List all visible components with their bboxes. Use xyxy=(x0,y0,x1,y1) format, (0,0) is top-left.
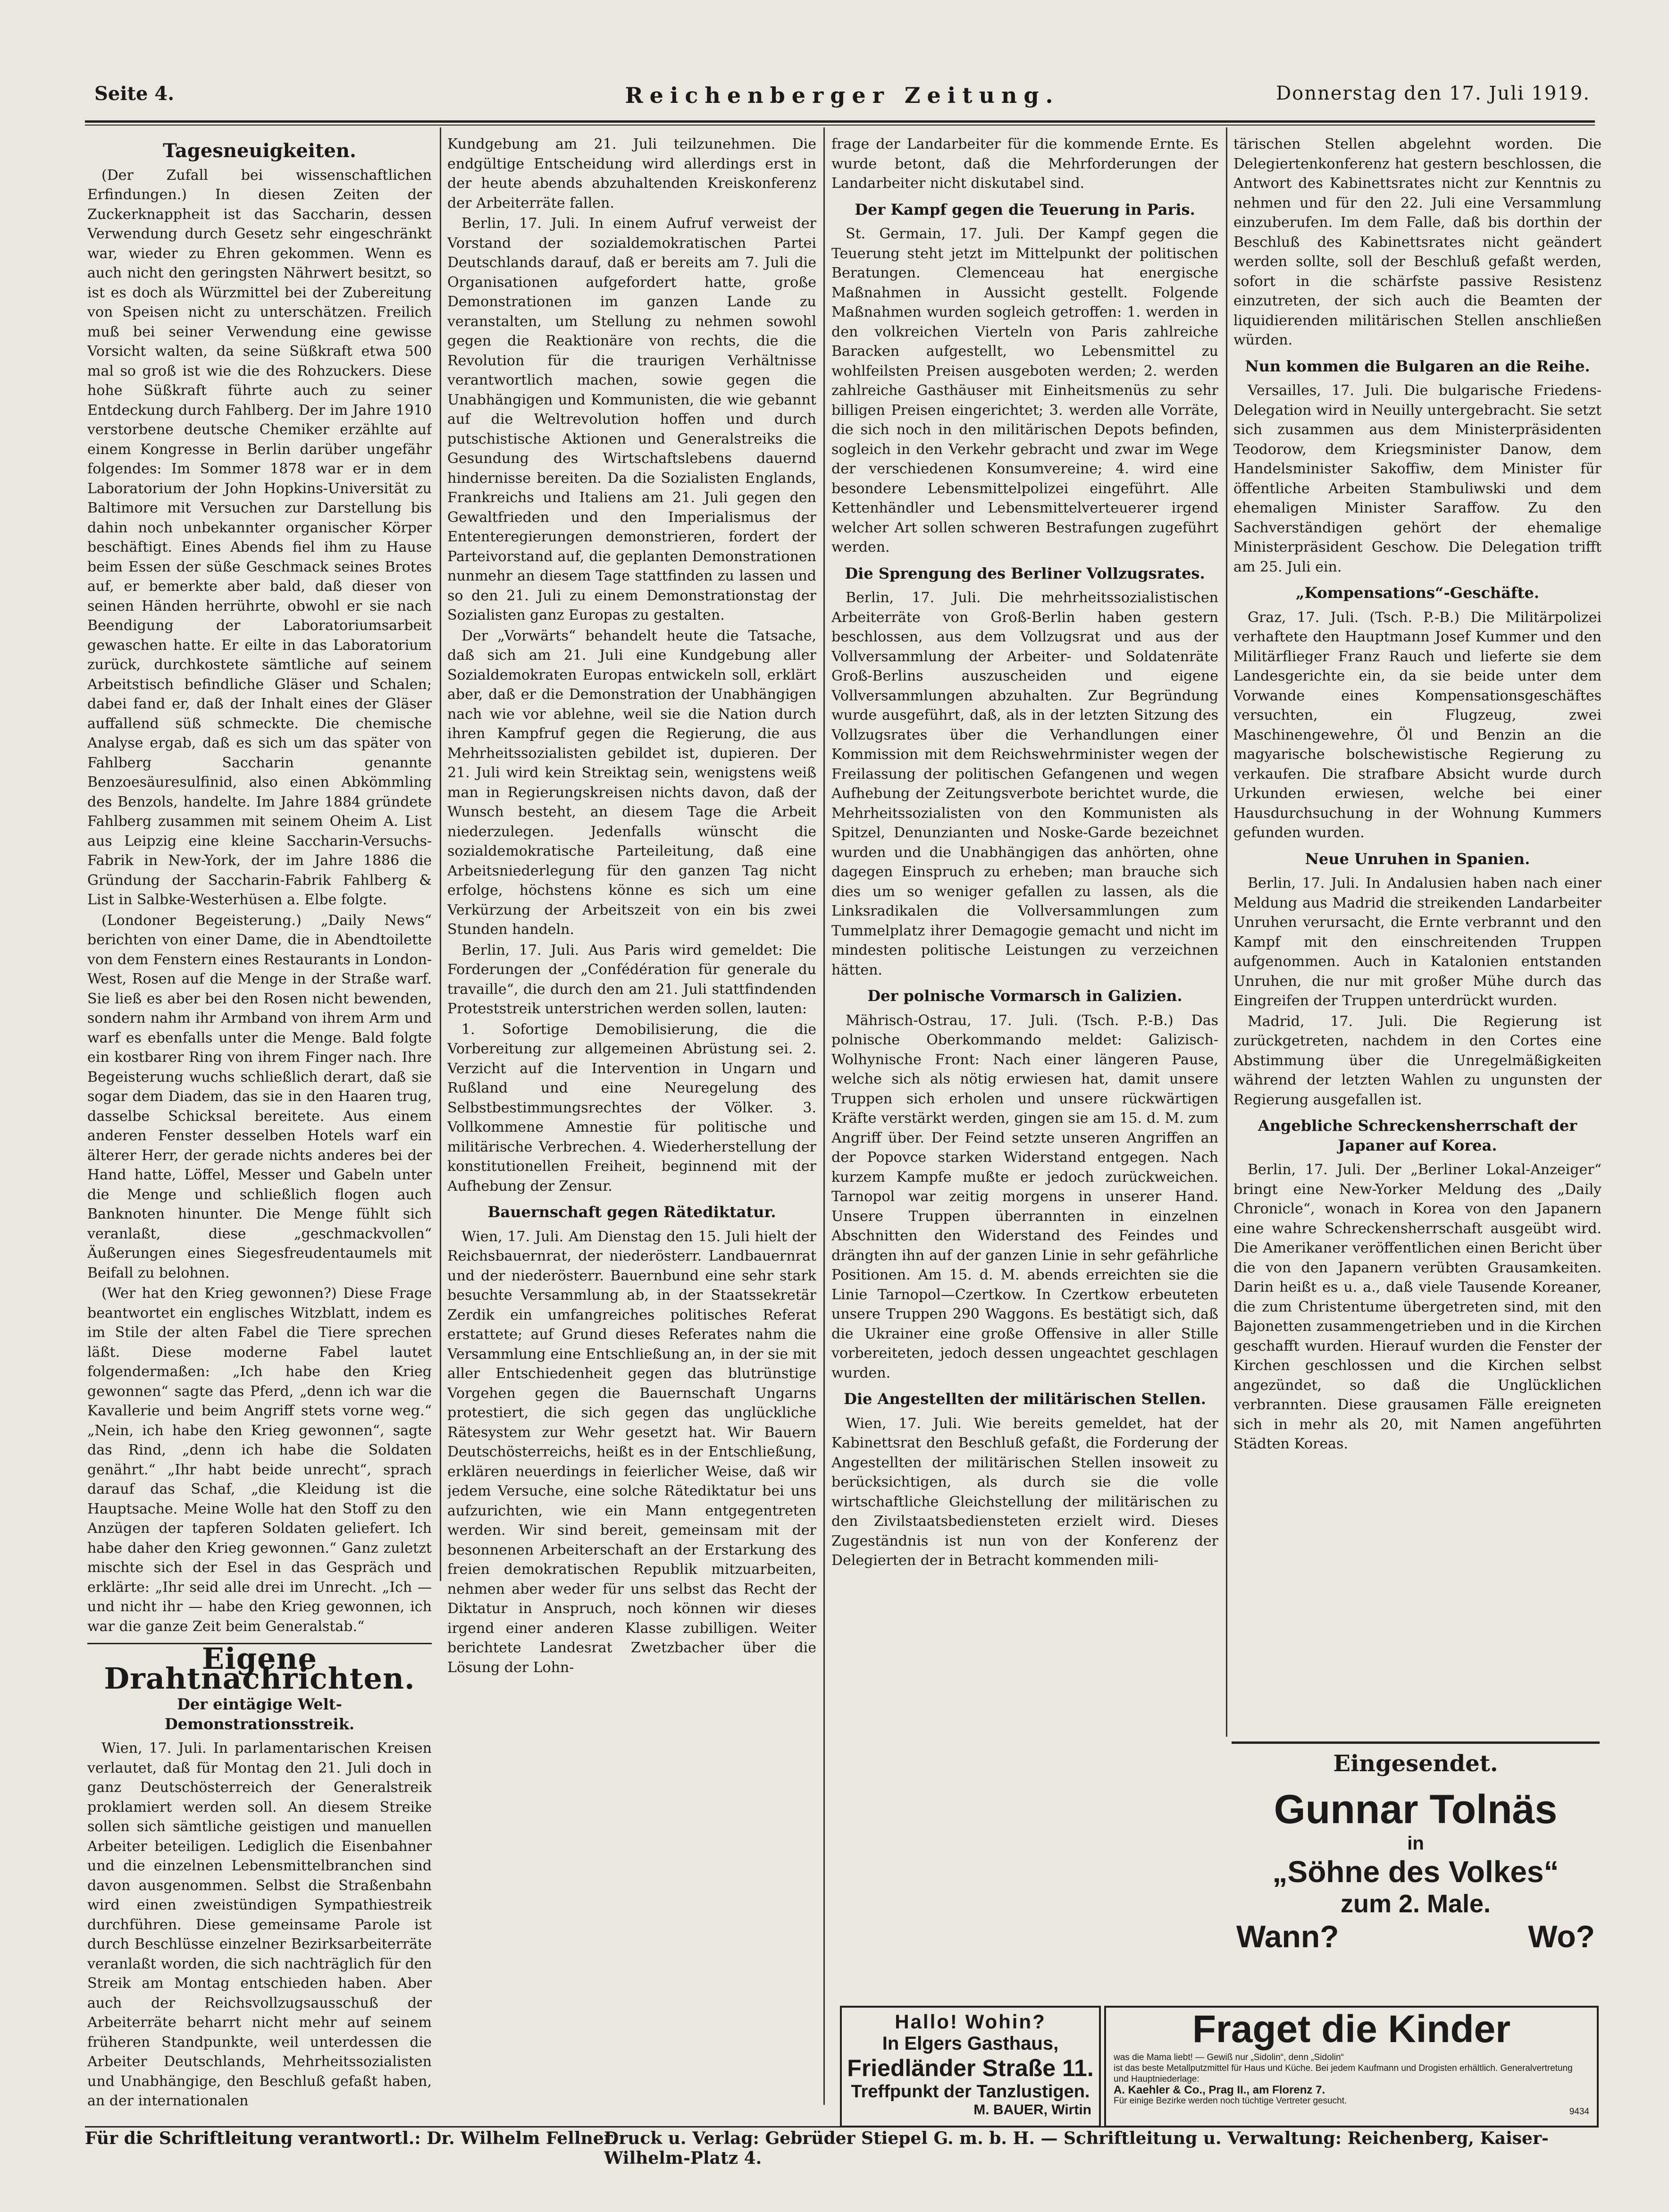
ad-elgers xyxy=(840,2006,1101,2128)
article-continuation: Kundgebung am 21. Juli teilzunehmen. Die endgültige Entscheidung wird allerdings erst in der heute abends abzuhaltenden Kreiskonferenz der Arbeiterräte fallen. xyxy=(447,136,816,211)
ad-line: Hallo! Wohin? xyxy=(895,2010,1046,2033)
masthead: Reichenberger Zeitung. xyxy=(625,83,1060,108)
article-heading: Die Sprengung des Berliner Vollzugsrates. xyxy=(845,564,1205,582)
article-heading: Der Kampf gegen die Teuerung in Paris. xyxy=(855,200,1195,219)
article-paris-prices: St. Germain, 17. Juli. Der Kampf gegen die Teuerung steht jetzt im Mittelpunkt der politischen Beratungen. Clemenceau hat energische Maßnahmen in Aussicht gestellt. Folgende Maßnahmen wurden sogleich getroffen: 1. werden in den volkreichen Vierteln von Paris zahlreiche Baracken aufgestellt, wo Lebensmittel zu wohlfeilsten Preisen ausgeboten werden; 2. werden zahlreiche Gasthäuser mit Einheitsmenüs zu sehr billigen Preisen eingerichtet; 3. werden alle Vorräte, die sich noch in den militärischen Depots befinden, sogleich in den Verkehr gebracht und zwar im Wege der verschiedenen Konsumvereine; 4. wird eine besondere Lebensmittelpolizei eingeführt. Alle Kettenhändler und Lebensmittelverteuerer irgend welcher Art sollen schweren Bestrafungen zugeführt werden. xyxy=(831,226,1218,555)
article-continuation: tärischen Stellen abgelehnt worden. Die Delegiertenkonferenz hat gestern beschlossen, die Antwort des Kabinettsrates nicht zur Kenntnis zu nehmen und für den 22. Juli eine Versammlung einzuberufen. Im dem Falle, daß bis dorthin der Beschluß des Kabinettsrates nicht geändert werden sollte, soll der Beschluß gefaßt werden, sofort in die schärfste passive Resistenz einzutreten, der sich auch die Beamten der liquidierenden militärischen Stellen anschließen würden. xyxy=(1233,136,1602,348)
ad-title: Fraget die Kinder xyxy=(1192,2008,1511,2051)
ad-label: Eingesendet. xyxy=(1333,1750,1498,1777)
footer-publisher: Druck u. Verlag: Gebrüder Stiepel G. m. b. H. — Schriftleitung u. Verwaltung: Reichenberg, Kaiser-Wilhelm-Platz 4. xyxy=(604,2128,1549,2168)
article-heading: Der polnische Vormarsch in Galizien. xyxy=(867,987,1183,1005)
header-rule-thin xyxy=(85,125,1595,126)
article-heading: Der eintägige Welt-Demonstrationsstreik. xyxy=(164,1695,354,1733)
section-heading-wire: Eigene Drahtnachrichten. xyxy=(104,1641,415,1696)
article-bulgarians: Versailles, 17. Juli. Die bulgarische Friedens-Delegation wird in Neuilly untergebracht. Sie setzt sich zusammen aus dem Ministerpräsidenten Teodorow, dem Kriegsminister Danow, dem Handelsminister Sakoffiw, dem Minister für öffentliche Arbeiten Stambuliwski und dem ehemaligen Minister Saraffow. Zu den Sachverständigen gehört der ehemalige Ministerpräsident Geschow. Die Delegation trifft am 25. Juli ein. xyxy=(1233,382,1602,575)
article-continuation: frage der Landarbeiter für die kommende Ernte. Es wurde betont, daß die Mehrforderungen der Landarbeiter nicht diskutabel sind. xyxy=(831,136,1218,192)
article-korea: Berlin, 17. Juli. Der „Berliner Lokal-Anzeiger“ bringt eine New-Yorker Meldung des „Daily Chronicle“, wonach in Korea von den Japanern eine wahre Schreckensherrschaft ausgeübt wird. Die Amerikaner veröffentlichen einen Bericht über die von den Japanern verübten Grausamkeiten. Darin heißt es u. a., daß viele Tausende Koreaner, die zum Christentume übergetreten sind, mit den Bajonetten zusammengetrieben und in die Kirchen geschafft wurden. Hierauf wurden die Fenster der Kirchen geschlossen und die Kirchen selbst angezündet, so daß die Unglücklichen verbrannten. Diese grausamen Fälle ereigneten sich in mehr als 20, mit Namen angeführten Städten Koreas. xyxy=(1233,1161,1602,1452)
column-2 xyxy=(447,135,816,2117)
article-berlin-council: Berlin, 17. Juli. Die mehrheitssozialistischen Arbeiterräte von Groß-Berlin haben gestern beschlossen, aus dem Vollzugsrat und aus der Vollversammlung der Arbeiter- und Soldatenräte Groß-Berlins auszuscheiden und eigene Vollversammlungen abzuhalten. Zur Begründung wurde ausgeführt, daß, als in der letzten Sitzung des Vollzugsrates über die Verhandlungen einer Kommission mit dem Reichswehrminister wegen der Freilassung der politischen Gefangenen und wegen Aufhebung der Zeitungsverbote berichtet wurde, die Mehrheitssozialisten von den Kommunisten als Spitzel, Denunzianten und Noske-Garde bezeichnet wurden und die Unabhängigen das anhörten, ohne dagegen Einspruch zu erheben; man brauche sich dies um so weniger gefallen zu lassen, als die Linksradikalen die Vollversammlungen zum Tummelplatz ihrer Demagogie gemacht und nicht im mindesten politische Leistungen zu verzeichnen hätten. xyxy=(831,589,1218,978)
article-saccharin: (Der Zufall bei wissenschaftlichen Erfindungen.) In diesen Zeiten der Zuckerknappheit ist das Saccharin, dessen Verwendung durch Gesetz sehr eingeschränkt war, wieder zu Ehren gekommen. Wenn es auch nicht den geringsten Nährwert besitzt, so ist es doch als Würzmittel bei der Zubereitung von Speisen nicht zu unterschätzen. Freilich muß bei seiner Verwendung eine gewisse Vorsicht walten, da seine Süßkraft etwa 500 mal so groß ist wie die des Rohzuckers. Diese hohe Süßkraft führte auch zu seiner Entdeckung durch Fahlberg. Der im Jahre 1910 verstorbene deutsche Chemiker erzählte auf einem Kongresse in Berlin darüber ungefähr folgendes: Im Sommer 1878 war er in dem Laboratorium der John Hopkins-Universität zu Baltimore mit Versuchen zur Darstellung bis dahin noch unbekannter organischer Körper beschäftigt. Eines Abends fiel ihm zu Hause beim Essen der süße Geschmack seines Brotes auf, er bemerkte aber bald, daß dieser von seinen Händen herrührte, obwohl er sie nach Beendigung der Laboratoriumsarbeit gewaschen hatte. Er eilte in das Laboratorium zurück, durchkostete sämtliche auf seinem Arbeitstisch befindliche Gläser und Schalen; dabei fand er, daß der Inhalt eines der Gläser auffallend süß schmeckte. Die chemische Analyse ergab, daß es sich um das später von Fahlberg Saccharin genannte Benzoesäuresulfinid, also einen Abkömmling des Benzols, handelte. Im Jahre 1884 gründete Fahlberg zusammen mit seinem Oheim A. List aus Leipzig eine kleine Saccharin-Versuchs-Fabrik in New-York, der im Jahre 1886 die Gründung der Saccharin-Fabrik Fahlberg & List in Salbke-Westerhüsen a. Elbe folgte. xyxy=(87,167,432,908)
ad-line: M. BAUER, Wirtin xyxy=(973,2102,1091,2118)
article-spd-appeal: Berlin, 17. Juli. In einem Aufruf verweist der Vorstand der sozialdemokratischen Partei Deutschlands darauf, daß er bereits am 7. Juli die Organisationen aufgefordert hatte, große Demonstrationen im ganzen Lande zu veranstalten, um Stellung zu nehmen sowohl gegen die Reaktionäre von rechts, die die Revolution für die traurigen Verhältnisse verantwortlich machen, sowie gegen die Unabhängigen und Kommunisten, die wie gebannt auf die Weltrevolution hoffen und durch putschistische Aktionen und Generalstreiks die Gesundung des Wirtschaftslebens dauernd hindernisse bereiten. Da die Sozialisten Englands, Frankreichs und Italiens am 21. Juli gegen den Gewaltfrieden und den Imperialismus der Ententeregierungen demonstrieren, fordert der Parteivorstand auf, die geplanten Demonstrationen nunmehr an diesem Tage stattfinden zu lassen und so den 21. Juli zu einem Demonstrationstag der Sozialisten ganz Europas zu gestalten. xyxy=(447,215,816,623)
column-divider xyxy=(823,127,825,2105)
article-heading: „Kompensations“-Geschäfte. xyxy=(1296,584,1539,602)
ad-line: In Elgers Gasthaus, xyxy=(882,2033,1059,2054)
article-spain: Berlin, 17. Juli. In Andalusien haben nach einer Meldung aus Madrid die streikenden Landarbeiter Unruhen verursacht, die Ernte verbrannt und den Kampf mit den einschreitenden Truppen aufgenommen. Auch in Katalonien entstanden Unruhen, die nur mit großer Mühe durch das Eingreifen der Truppen unterdrückt wurden. xyxy=(1233,875,1602,1009)
page-number: Seite 4. xyxy=(94,83,175,105)
column-divider xyxy=(1226,127,1227,1737)
ad-in: in xyxy=(1407,1833,1424,1854)
ad-line: Treffpunkt der Tanzlustigen. xyxy=(851,2082,1090,2102)
ad-tolnaes xyxy=(1232,1741,1600,2006)
article-paris-demands: Berlin, 17. Juli. Aus Paris wird gemeldet: Die Forderungen der „Confédération für generale du travaille“, die durch den am 21. Juli stattfindenden Proteststreik unterstrichen werden sollen, lauten: xyxy=(447,942,816,1017)
issue-date: Donnerstag den 17. Juli 1919. xyxy=(1276,83,1590,104)
ad-line: 9434 xyxy=(1569,2107,1589,2117)
article-heading: Die Angestellten der militärischen Stellen. xyxy=(844,1390,1206,1408)
ad-times: zum 2. Male. xyxy=(1340,1890,1491,1918)
ad-film-title: „Söhne des Volkes“ xyxy=(1272,1855,1559,1889)
ad-sidolin xyxy=(1104,2006,1599,2128)
ad-line: Für einige Bezirke werden noch tüchtige Vertreter gesucht. xyxy=(1114,2096,1347,2106)
header-rule xyxy=(85,120,1595,123)
footer-editor: Für die Schriftleitung verantwortl.: Dr. Wilhelm Fellner. xyxy=(85,2128,617,2148)
ad-line: was die Mama liebt! — Gewiß nur „Sidolin“, denn „Sidolin“ xyxy=(1114,2052,1344,2062)
section-heading: Tagesneuigkeiten. xyxy=(163,140,356,162)
article-galicia: Mährisch-Ostrau, 17. Juli. (Tsch. P.-B.) Das polnische Oberkommando meldet: Galizisch-Wolhynische Front: Nach einer längeren Pause, welche sich als nötig erwiesen hat, damit unsere Truppen sich erholen und unsere rückwärtigen Kräfte verstärkt werden, gingen sie am 15. d. M. zum Angriff über. Der Feind setzte unseren Angriffen an der Popovce starken Widerstand entgegen. Nach kurzem Kampfe mußte er jedoch zurückweichen. Tarnopol war zeitig morgens in unserer Hand. Unsere Truppen überrannten in einzelnen Abschnitten den Widerstand des Feindes und drängten ihn auf der ganzen Linie in sehr gefährliche Positionen. Am 15. d. M. abends erreichten sie die Linie Tarnopol—Czertkow. In Czertkow erbeuteten unsere Truppen 290 Waggons. Es bestätigt sich, daß die Ukrainer eine große Offensive in aller Stille vorbereiteten, jedoch dessen ungeachtet geschlagen wurden. xyxy=(831,1012,1218,1381)
article-heading: Nun kommen die Bulgaren an die Reihe. xyxy=(1245,357,1590,375)
article-demands-list: 1. Sofortige Demobilisierung, die die Vorbereitung zur allgemeinen Abrüstung sei. 2. Verzicht auf die Intervention in Ungarn und Rußland und eine Neuregelung des Selbstbestimmungsrechtes der Völker. 3. Vollkommene Amnestie für politische und militärische Verbrechen. 4. Wiederherstellung der konstitutionellen Freiheit, beginnend mit der Aufhebung der Zensur. xyxy=(447,1021,816,1194)
column-3 xyxy=(831,135,1218,1909)
article-general-strike: Wien, 17. Juli. In parlamentarischen Kreisen verlautet, daß für Montag den 21. Juli doch in ganz Deutschösterreich der Generalstreik proklamiert werden soll. An diesem Streike sollen sich sämtliche geistigen und manuellen Arbeiter beteiligen. Lediglich die Eisenbahner und die einzelnen Lebensmittelbranchen sind davon ausgenommen. Selbst die Straßenbahn wird einen zweistündigen Sympathiestreik durchführen. Diese gemeinsame Parole ist durch Beschlüsse einzelner Bezirksarbeiterräte veranlaßt worden, die sich nachträglich für den Streik am Montag entschieden haben. Aber auch der Reichsvollzugsausschuß der Arbeiterräte beharrt nicht mehr auf seinem früheren Standpunkte, weil unterdessen die Arbeiter Deutschlands, Mehrheitssozialisten und Unabhängige, den Beschluß gefaßt haben, an der internationalen xyxy=(87,1740,432,2109)
article-heading: Angebliche Schreckensherrschaft der Japaner auf Korea. xyxy=(1258,1117,1577,1154)
article-military-staff: Wien, 17. Juli. Wie bereits gemeldet, hat der Kabinettsrat den Beschluß gefaßt, die Forderung der Angestellten der militärischen Stellen insoweit zu berücksichtigen, als durch sie die volle wirtschaftliche Gleichstellung der militärischen zu den Zivilstaatsbediensteten erzielt wird. Dieses Zugeständnis ist nun von der Konferenz der Delegierten der in Betracht kommenden mili- xyxy=(831,1415,1218,1569)
article-peasants: Wien, 17. Juli. Am Dienstag den 15. Juli hielt der Reichsbauernrat, der niederösterr. Landbauernrat und der niederösterr. Bauernbund eine sehr stark besuchte Versammlung ab, in der Staatssekretär Zerdik ein umfangreiches politisches Referat erstattete; auf Grund dieses Referates nahm die Versammlung eine Entschließung an, in der sie mit aller Entschiedenheit gegen das blutrünstige Vorgehen gegen die Bauernschaft Ungarns protestiert, die sich gegen das unglückliche Rätesystem zur Wehr gesetzt hat. Wir Bauern Deutschösterreichs, heißt es in der Entschließung, erklären neuerdings in feierlicher Weise, daß wir jedem Versuche, eine solche Rätediktatur bei uns aufzurichten, wie ein Mann entgegentreten werden. Wir sind bereit, gemeinsam mit der besonnenen Arbeiterschaft an der Erstarkung des freien demokratischen Republik mitzuarbeiten, nehmen aber weder für uns selbst das Recht der Diktatur in Anspruch, noch können wir dieses irgend einer anderen Klasse zubilligen. Weiter berichtete Landesrat Zwetzbacher über die Lösung der Lohn- xyxy=(447,1228,816,1676)
article-compensation: Graz, 17. Juli. (Tsch. P.-B.) Die Militärpolizei verhaftete den Hauptmann Josef Kummer und den Militärflieger Franz Rauch und lieferte sie dem Landesgerichte ein, da sie beide unter dem Vorwande eines Kompensationsgeschäftes versuchten, ein Flugzeug, zwei Maschinengewehre, Öl und Benzin an die magyarische bolschewistische Regierung zu verkaufen. Die strafbare Absicht wurde durch Urkunden erwiesen, welche bei einer Hausdurchsuchung in der Wohnung Kummers gefunden wurden. xyxy=(1233,609,1602,841)
ad-when: Wann? xyxy=(1236,1919,1339,1954)
column-1 xyxy=(87,135,432,2117)
footer-rule xyxy=(85,2126,1595,2128)
article-madrid: Madrid, 17. Juli. Die Regierung ist zurückgetreten, nachdem in den Cortes eine Abstimmung über die Unregelmäßigkeiten während der letzten Wahlen zu ungunsten der Regierung ausgefallen ist. xyxy=(1233,1013,1602,1108)
ad-line: Friedländer Straße 11. xyxy=(847,2055,1094,2081)
ad-actor-name: Gunnar Tolnäs xyxy=(1274,1787,1558,1832)
article-london: (Londoner Begeisterung.) „Daily News“ berichten von einer Dame, die in Abendtoilette von dem Fenstern eines Restaurants in London-West, Rosen auf die Menge in der Straße warf. Sie ließ es aber bei den Rosen nicht bewenden, sondern nahm ihr Armband von ihrem Arm und warf es ebenfalls unter die Menge. Bald folgte ein kostbarer Ring von ihrem Finger nach. Ihre Begeisterung wuchs schließlich derart, daß sie sogar dem Diadem, das sie in den Haaren trug, dasselbe Schicksal bereitete. Aus einem anderen Fenster desselben Hotels warf ein älterer Herr, der gerade nichts anderes bei der Hand hatte, Löffel, Messer und Gabeln unter die Menge und schließlich flogen auch Banknoten hinunter. Die Menge fühlt sich veranlaßt, diese „geschmackvollen“ Äußerungen eines Siegesfreudentaumels mit Beifall zu belohnen. xyxy=(87,912,432,1281)
column-4 xyxy=(1233,135,1602,1730)
ad-where: Wo? xyxy=(1528,1919,1595,1954)
page-header xyxy=(94,83,1590,116)
article-heading: Neue Unruhen in Spanien. xyxy=(1305,849,1530,868)
column-divider xyxy=(440,127,441,1581)
ad-line: A. Kaehler & Co., Prag II., am Florenz 7. xyxy=(1114,2084,1325,2096)
article-heading: Bauernschaft gegen Rätediktatur. xyxy=(487,1203,776,1221)
article-war-fable: (Wer hat den Krieg gewonnen?) Diese Frage beantwortet ein englisches Witzblatt, indem es im Stile der alten Fabel die Tiere sprechen läßt. Diese moderne Fabel lautet folgendermaßen: „Ich habe den Krieg gewonnen“ sagte das Pferd, „denn ich war die Kavallerie und beim Angriff stets vorne weg.“ „Nein, ich habe den Krieg gewonnen“, sagte das Rind, „denn ich habe die Soldaten genährt.“ „Ihr habt beide unrecht“, sprach darauf das Schaf, „die Kleidung ist die Hauptsache. Meine Wolle hat den Stoff zu den Anzügen der tapferen Soldaten geliefert. Ich habe daher den Krieg gewonnen.“ Ganz zuletzt mischte sich der Esel in das Gespräch und erklärte: „Ihr seid alle drei im Unrecht. „Ich — und nicht ihr — habe den Krieg gewonnen, ich war die ganze Zeit beim Generalstab.“ xyxy=(87,1285,432,1635)
article-vorwaerts: Der „Vorwärts“ behandelt heute die Tatsache, daß sich am 21. Juli eine Kundgebung aller Sozialdemokraten Europas entwickeln soll, erklärt aber, daß er die Demonstration der Unabhängigen nach wie vor ablehne, weil sie die Nation durch ihren Kampfruf gegen die Regierung, die aus Mehrheitssozialisten gebildet ist, dupieren. Der 21. Juli wird kein Streiktag sein, wenigstens weiß man in Regierungskreisen nichts davon, daß der Wunsch besteht, an diesem Tage die Arbeit niederzulegen. Jedenfalls wünscht die sozialdemokratische Parteileitung, daß eine Arbeitsniederlegung für den ganzen Tag nicht erfolge, höchstens könne es sich um eine Verkürzung der Arbeitszeit von ein bis zwei Stunden handeln. xyxy=(447,627,816,938)
ad-line: ist das beste Metallputzmittel für Haus und Küche. Bei jedem Kaufmann und Drogisten erhältlich. Generalvertretung und Hauptniederlage: xyxy=(1114,2063,1573,2084)
